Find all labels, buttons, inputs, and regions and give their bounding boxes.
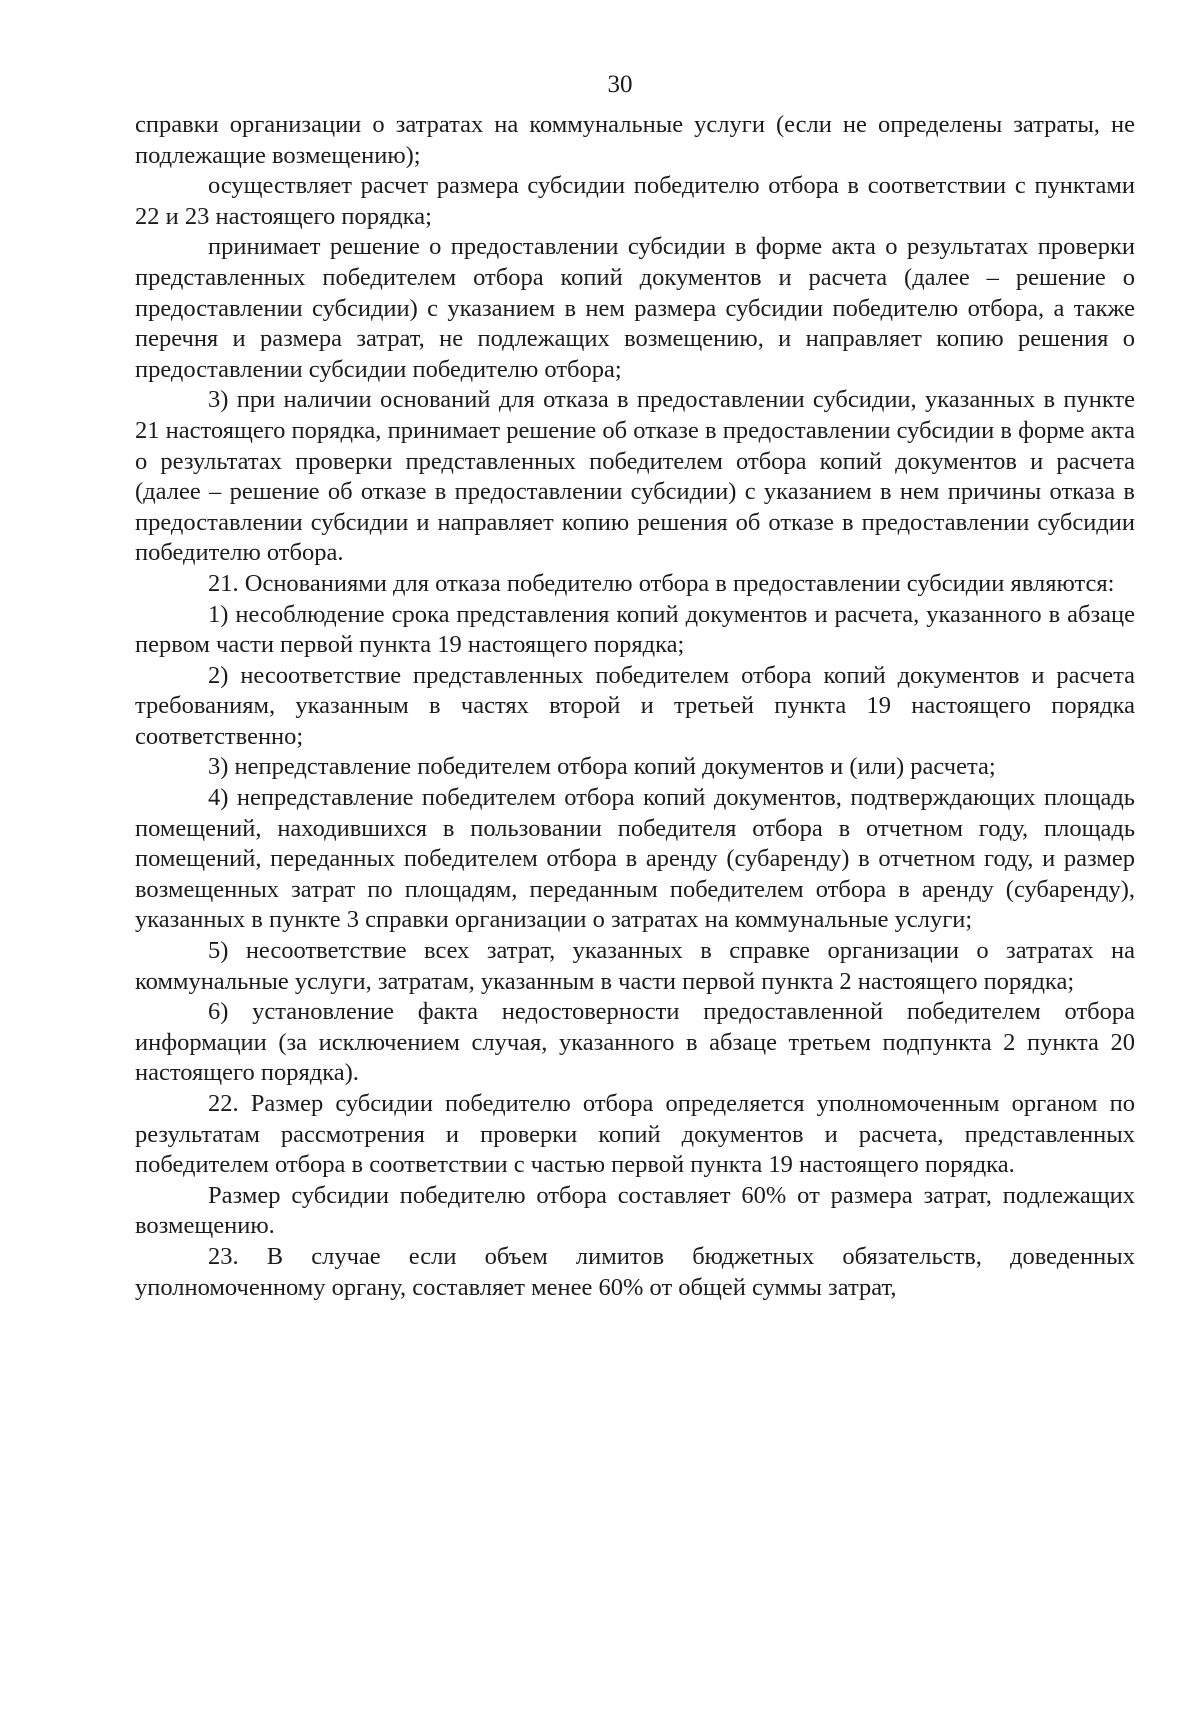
paragraph: принимает решение о предоставлении субсидии в форме акта о результатах проверки представленных победителем отбора копий документов и расчета (далее – решение о предоставлении субсидии) с указанием в нем размера субсидии победителю отбора, а также перечня и размера затрат, не подлежащих возмещению, и направляет копию решения о предоставлении субсидии победителю отбора; — [135, 233, 1135, 383]
paragraph: 23. В случае если объем лимитов бюджетных обязательств, доведенных уполномоченному органу, составляет менее 60% от общей суммы затрат, — [135, 1242, 1135, 1301]
paragraph: 4) непредставление победителем отбора копий документов, подтверждающих площадь помещений, находившихся в пользовании победителя отбора в отчетном году, площадь помещений, переданных победителем отбора в аренду (субаренду) в отчетном году, и размер возмещенных затрат по площадям, переданным победителем отбора в аренду (субаренду), указанных в пункте 3 справки организации о затратах на коммунальные услуги; — [135, 784, 1135, 934]
paragraph: 21. Основаниями для отказа победителю отбора в предоставлении субсидии являются: — [208, 569, 1115, 597]
paragraph: 1) несоблюдение срока представления копий документов и расчета, указанного в абзаце первом части первой пункта 19 настоящего порядка; — [135, 600, 1135, 659]
paragraph: 2) несоответствие представленных победителем отбора копий документов и расчета требованиям, указанным в частях второй и третьей пункта 19 настоящего порядка соответственно; — [135, 661, 1135, 750]
paragraph: 6) установление факта недостоверности предоставленной победителем отбора информации (за исключением случая, указанного в абзаце третьем подпункта 2 пункта 20 настоящего порядка). — [135, 998, 1135, 1087]
paragraph: 3) непредставление победителем отбора копий документов и (или) расчета; — [208, 753, 996, 781]
document-body — [135, 110, 1135, 1303]
paragraph: справки организации о затратах на коммунальные услуги (если не определены затраты, не подлежащие возмещению); — [135, 111, 1135, 169]
page-number: 30 — [607, 71, 633, 98]
paragraph: 3) при наличии оснований для отказа в предоставлении субсидии, указанных в пункте 21 настоящего порядка, принимает решение об отказе в предоставлении субсидии в форме акта о результатах проверки представленных победителем отбора копий документов и расчета (далее – решение об отказе в предоставлении субсидии) с указанием в нем причины отказа в предоставлении субсидии и направляет копию решения об отказе в предоставлении субсидии победителю отбора. — [135, 386, 1135, 567]
paragraph: 5) несоответствие всех затрат, указанных в справке организации о затратах на коммунальные услуги, затратам, указанным в части первой пункта 2 настоящего порядка; — [135, 937, 1135, 995]
paragraph: Размер субсидии победителю отбора составляет 60% от размера затрат, подлежащих возмещению. — [135, 1181, 1135, 1240]
paragraph: 22. Размер субсидии победителю отбора определяется уполномоченным органом по результатам рассмотрения и проверки копий документов и расчета, представленных победителем отбора в соответствии с частью первой пункта 19 настоящего порядка. — [135, 1090, 1135, 1179]
paragraph: осуществляет расчет размера субсидии победителю отбора в соответствии с пунктами 22 и 23 настоящего порядка; — [135, 172, 1135, 230]
